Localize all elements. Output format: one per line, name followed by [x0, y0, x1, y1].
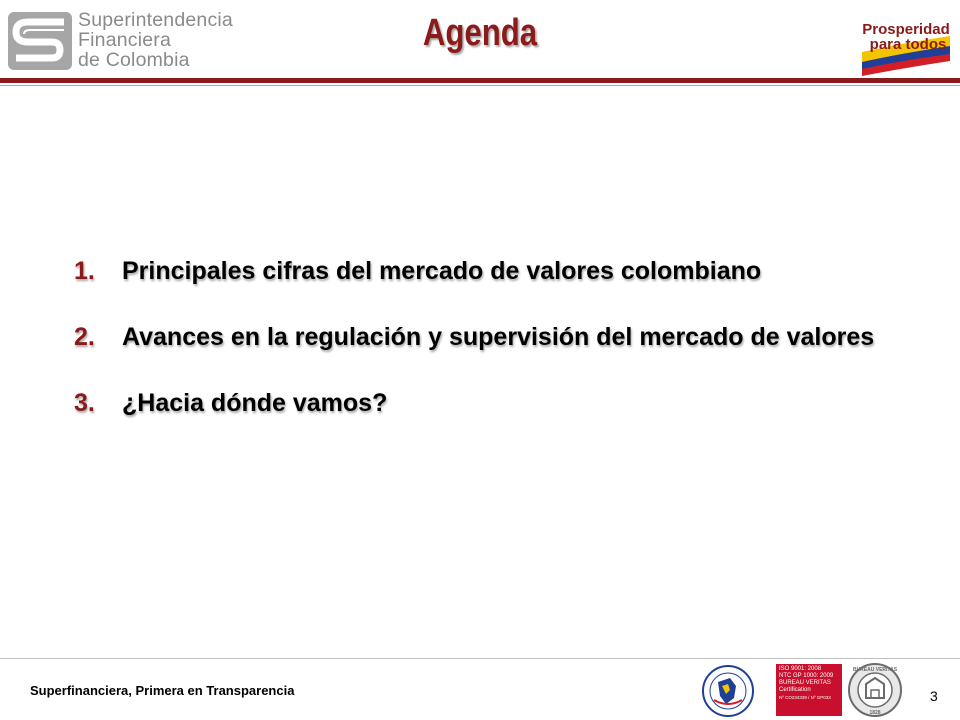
agenda-item-text: ¿Hacia dónde vamos? — [122, 389, 388, 417]
prosperidad-para-todos-logo — [858, 14, 954, 76]
footer-divider — [0, 658, 960, 659]
cert-numbers: Nº CO234339 / Nº GP033 — [779, 695, 831, 700]
page-number: 3 — [930, 688, 938, 704]
header-divider — [0, 78, 960, 83]
agenda-item-number: 2. — [74, 323, 95, 351]
seal-text: 1828 — [869, 710, 881, 716]
agenda-item-number: 1. — [74, 257, 95, 285]
superfinanciera-logo-icon — [8, 12, 72, 70]
agenda-item — [74, 385, 886, 421]
agenda-item-text: Avances en la regulación y supervisión del mercado de valores — [122, 323, 875, 351]
agenda-item — [74, 319, 886, 355]
brand-badge-line: Prosperidad — [862, 21, 950, 38]
slide-title: Agenda — [422, 12, 538, 54]
certification-seal-icon — [700, 664, 756, 718]
cert-line: BUREAU VERITAS — [779, 680, 831, 686]
logo-line: de Colombia — [78, 49, 190, 71]
cert-line: NTC GP 1000: 2009 — [779, 673, 834, 679]
agenda-item — [74, 253, 886, 289]
slide-header — [0, 0, 960, 82]
bureau-veritas-seal-icon — [846, 662, 904, 718]
cert-line: Certification — [779, 687, 811, 693]
agenda-list — [74, 253, 886, 451]
agenda-item-number: 3. — [74, 389, 95, 417]
agenda-item-text: Principales cifras del mercado de valores colombiano — [122, 257, 762, 285]
logo-line: Superintendencia — [78, 9, 233, 31]
header-divider-thin — [0, 85, 960, 86]
cert-line: ISO 9001: 2008 — [779, 666, 822, 672]
logo-line: Financiera — [78, 29, 172, 51]
seal-text: BUREAU VERITAS — [852, 667, 898, 673]
bureau-veritas-certification-badge — [776, 664, 842, 716]
footer-slogan: Superfinanciera, Primera en Transparencia — [30, 683, 295, 698]
brand-badge-line: para todos — [869, 36, 947, 53]
